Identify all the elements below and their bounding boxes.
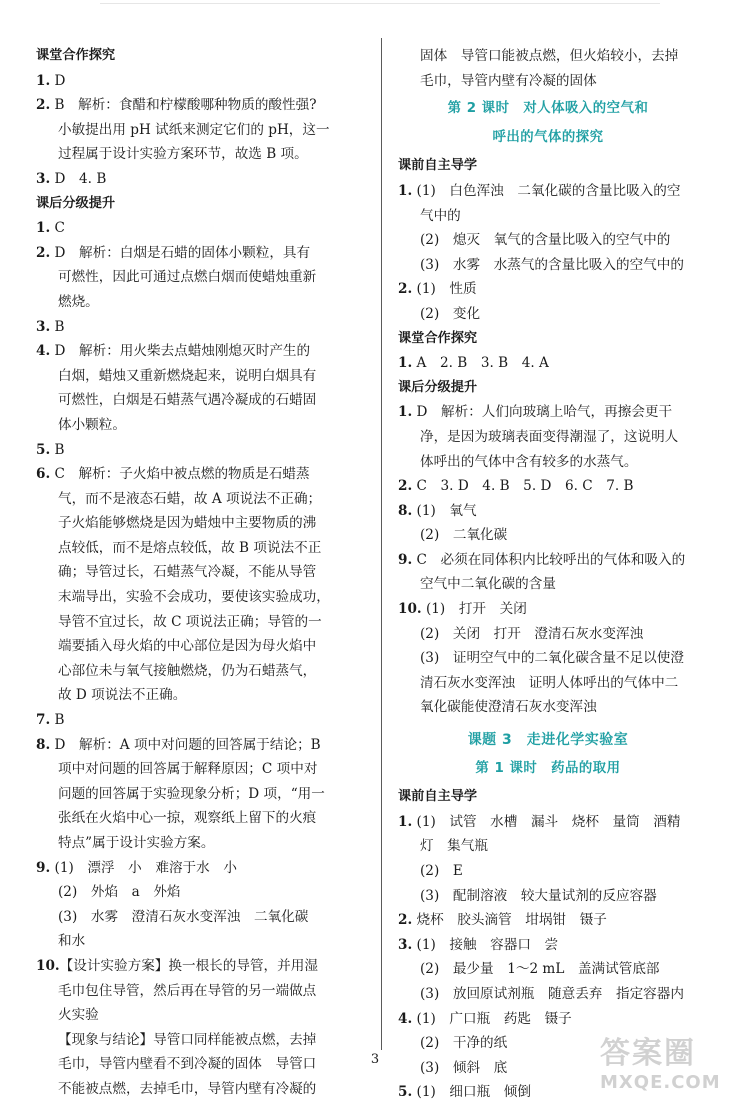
sub-answer-line: (2) 熄灭 氧气的含量比吸入的空气中的	[420, 232, 671, 249]
item-text: (1) 漂浮 小 难溶于水 小	[50, 859, 237, 876]
sub-answer-line: 气中的	[420, 207, 461, 224]
item-text: 烧杯 胶头滴管 坩埚钳 镊子	[412, 912, 607, 929]
answer-item	[398, 474, 698, 499]
sub-answer-line: 氧化碳能使澄清石灰水变浑浊	[420, 699, 597, 716]
continuation-line: 小敏提出用 pH 试纸来测定它们的 pH，这一	[58, 121, 330, 138]
sub-answer-line: (3) 放回原试剂瓶 随意丢弃 指定容器内	[420, 985, 684, 1002]
lesson-title: 第 1 课时 药品的取用	[475, 760, 621, 776]
answer-item	[398, 933, 698, 958]
item-text: (1) 打开 关闭	[421, 601, 527, 618]
continuation-line: 确；导管过长，石蜡蒸气冷凝，不能从导管	[58, 564, 317, 581]
item-text: B 解析：食醋和柠檬酸哪种物质的酸性强?	[50, 97, 317, 114]
item-number: 7.	[36, 712, 51, 729]
continuation-line: 白烟，蜡烛又重新燃烧起来，说明白烟具有	[58, 367, 317, 384]
watermark-top-text: 答案圈	[600, 1036, 696, 1071]
item-number: 1.	[36, 72, 51, 89]
topic-title: 课题 3 走进化学实验室	[467, 732, 629, 749]
sub-answer-line: 毛巾，导管内壁有冷凝的固体	[420, 72, 597, 89]
item-number: 3.	[398, 936, 413, 953]
answer-item	[398, 179, 698, 204]
item-number: 1.	[398, 404, 413, 421]
continuation-line: 问题的回答属于实验现象分析；D 项，“用一	[58, 785, 325, 802]
item-text: D 解析：A 项中对问题的回答属于结论；B	[50, 736, 321, 753]
continuation-line: 可燃性，白烟是石蜡蒸气遇冷凝成的石蜡固	[58, 392, 317, 409]
item-number: 10.	[398, 601, 422, 618]
sub-answer-line: (2) 变化	[420, 305, 481, 322]
item-number: 8.	[36, 736, 51, 753]
sub-answer-line: 毛巾包住导管，然后再在导管的另一端做点	[58, 982, 317, 999]
sub-answer-line: 【现象与结论】导管口同样能被点燃，去掉	[58, 1031, 317, 1048]
answer-item	[398, 908, 698, 933]
item-text: C 3. D 4. B 5. D 6. C 7. B	[412, 478, 634, 495]
item-text: B	[50, 318, 65, 335]
lesson-title: 第 2 课时 对人体吸入的空气和	[447, 101, 649, 117]
continuation-line: 气，而不是液态石蜡，故 A 项说法不正确；	[58, 490, 322, 507]
item-number: 9.	[398, 551, 413, 568]
answer-item	[36, 438, 366, 463]
answer-item	[36, 462, 366, 487]
item-number: 10.	[36, 957, 60, 974]
answer-item	[36, 733, 366, 758]
right-column	[398, 44, 698, 1105]
answer-item	[36, 93, 366, 118]
item-text: D	[50, 72, 66, 89]
sub-answer-line: (3) 证明空气中的二氧化碳含量不足以使澄	[420, 650, 684, 667]
sub-answer-line: (2) 干净的纸	[420, 1035, 508, 1052]
sub-answer-line: (3) 水雾 水蒸气的含量比吸入的空气中的	[420, 256, 684, 273]
item-text: A 2. B 3. B 4. A	[412, 355, 549, 372]
section-heading: 课堂合作探究	[398, 330, 478, 346]
section-heading: 课前自主导学	[398, 789, 478, 805]
sub-answer-line: (2) 二氧化碳	[420, 527, 508, 544]
continuation-line: 体呼出的气体中含有较多的水蒸气。	[420, 453, 638, 470]
item-text: D 解析：白烟是石蜡的固体小颗粒，具有	[50, 244, 311, 261]
continuation-line: 燃烧。	[58, 293, 99, 310]
sub-answer-line: (3) 倾斜 底	[420, 1059, 508, 1076]
continuation-line: 端要插入母火焰的中心部位是因为母火焰中	[58, 638, 317, 655]
watermark-logo	[600, 1028, 740, 1093]
item-text: B	[50, 712, 65, 729]
section-heading: 课后分级提升	[398, 379, 478, 395]
section-heading: 课后分级提升	[36, 195, 116, 211]
sub-answer-line: 毛巾，导管内壁看不到冷凝的固体 导管口	[58, 1056, 317, 1073]
left-column	[36, 44, 366, 1102]
item-text: (1) 试管 水槽 漏斗 烧杯 量筒 酒精	[412, 813, 681, 830]
item-text: B	[50, 441, 65, 458]
item-text: (1) 广口瓶 药匙 镊子	[412, 1010, 572, 1027]
continuation-line: 末端导出，实验不会成功，要使该实验成功，	[58, 589, 330, 606]
item-number: 4.	[36, 343, 51, 360]
sub-answer-line: 空气中二氧化碳的含量	[420, 576, 556, 593]
section-heading: 课堂合作探究	[36, 48, 116, 63]
item-number: 9.	[36, 859, 51, 876]
item-number: 2.	[398, 912, 413, 929]
item-text: (1) 细口瓶 倾倒	[412, 1084, 531, 1101]
item-number: 1.	[398, 813, 413, 830]
sub-answer-line: (2) 关闭 打开 澄清石灰水变浑浊	[420, 625, 644, 642]
item-text: D 解析：人们向玻璃上哈气，再擦会更干	[412, 404, 673, 421]
sub-answer-line: (2) 最少量 1～2 mL 盖满试管底部	[420, 961, 660, 978]
continuation-line: 净，是因为玻璃表面变得潮湿了，这说明人	[420, 428, 679, 445]
sub-answer-line: 火实验	[58, 1007, 99, 1024]
item-number: 6.	[36, 466, 51, 483]
item-text: C 解析：子火焰中被点燃的物质是石蜡蒸	[50, 466, 310, 483]
item-number: 3.	[36, 170, 51, 187]
sub-answer-line: (2) E	[420, 863, 463, 879]
item-number: 2.	[398, 281, 413, 298]
answer-item	[36, 167, 366, 192]
item-text: (1) 氧气	[412, 502, 477, 519]
item-text: (1) 性质	[412, 281, 477, 298]
item-number: 1.	[398, 182, 413, 199]
sub-answer-line: 和水	[58, 933, 86, 950]
item-text: (1) 白色浑浊 二氧化碳的含量比吸入的空	[412, 182, 681, 199]
item-number: 5.	[398, 1084, 413, 1101]
continuation-line: 特点”属于设计实验方案。	[58, 835, 215, 851]
answer-item	[36, 69, 366, 94]
continuation-line: 张纸在火焰中心一掠，观察纸上留下的火痕	[58, 810, 317, 827]
item-number: 1.	[398, 355, 413, 372]
answer-item	[36, 708, 366, 733]
item-text: D 解析：用火柴去点蜡烛刚熄灭时产生的	[50, 343, 311, 360]
answer-item	[398, 499, 698, 524]
section-heading: 课前自主导学	[398, 158, 478, 174]
sub-answer-line: (3) 水雾 澄清石灰水变浑浊 二氧化碳	[58, 908, 309, 925]
answer-item	[36, 315, 366, 340]
answer-item	[398, 277, 698, 302]
answer-item	[36, 216, 366, 241]
answer-item	[398, 351, 698, 376]
item-number: 2.	[36, 97, 51, 114]
sub-answer-line: 灯 集气瓶	[420, 838, 488, 855]
item-number: 8.	[398, 502, 413, 519]
continuation-line: 子火焰能够燃烧是因为蜡烛中主要物质的沸	[58, 515, 317, 532]
item-number: 3.	[36, 318, 51, 335]
item-number: 4.	[398, 1010, 413, 1027]
answer-item	[398, 810, 698, 835]
item-text: 【设计实验方案】换一根长的导管，并用湿	[59, 957, 318, 974]
answer-item	[36, 954, 366, 979]
sub-answer-line: 清石灰水变浑浊 证明人体呼出的气体中二	[420, 674, 679, 691]
item-text: C	[50, 220, 65, 237]
answer-item	[36, 339, 366, 364]
answer-item	[398, 400, 698, 425]
continuation-line: 点较低，而不是熔点较低，故 B 项说法不正	[58, 539, 322, 556]
sub-answer-line: 固体 导管口能被点燃，但火焰较小，去掉	[420, 48, 679, 64]
continuation-line: 心部位未与氧气接触燃烧，仍为石蜡蒸气，	[58, 662, 317, 679]
item-text: D 4. B	[50, 170, 107, 187]
lesson-title: 呼出的气体的探究	[492, 129, 604, 145]
top-edge-rule	[100, 3, 660, 4]
item-text: C 必须在同体积内比较呼出的气体和吸入的	[412, 551, 686, 568]
sub-answer-line: 不能被点燃，去掉毛巾，导管内壁有冷凝的	[58, 1080, 317, 1097]
answer-item	[36, 856, 366, 881]
continuation-line: 体小颗粒。	[58, 416, 126, 433]
watermark-bottom-text: MXQE.COM	[600, 1072, 721, 1093]
continuation-line: 可燃性，因此可通过点燃白烟而使蜡烛重新	[58, 269, 317, 286]
item-number: 5.	[36, 441, 51, 458]
continuation-line: 项中对问题的回答属于解释原因；C 项中对	[58, 761, 318, 778]
item-number: 2.	[398, 478, 413, 495]
item-number: 2.	[36, 244, 51, 261]
continuation-line: 故 D 项说法不正确。	[58, 687, 187, 704]
answer-item	[398, 597, 698, 622]
answer-item	[36, 241, 366, 266]
column-divider	[381, 38, 382, 1050]
page-number: 3	[370, 1052, 380, 1067]
continuation-line: 过程属于设计实验方案环节，故选 B 项。	[58, 146, 308, 163]
item-number: 1.	[36, 220, 51, 237]
answer-item	[398, 548, 698, 573]
item-text: (1) 接触 容器口 尝	[412, 936, 559, 953]
sub-answer-line: (3) 配制溶液 较大量试剂的反应容器	[420, 887, 657, 904]
sub-answer-line: (2) 外焰 a 外焰	[58, 884, 181, 901]
continuation-line: 导管不宜过长，故 C 项说法正确；导管的一	[58, 613, 322, 630]
